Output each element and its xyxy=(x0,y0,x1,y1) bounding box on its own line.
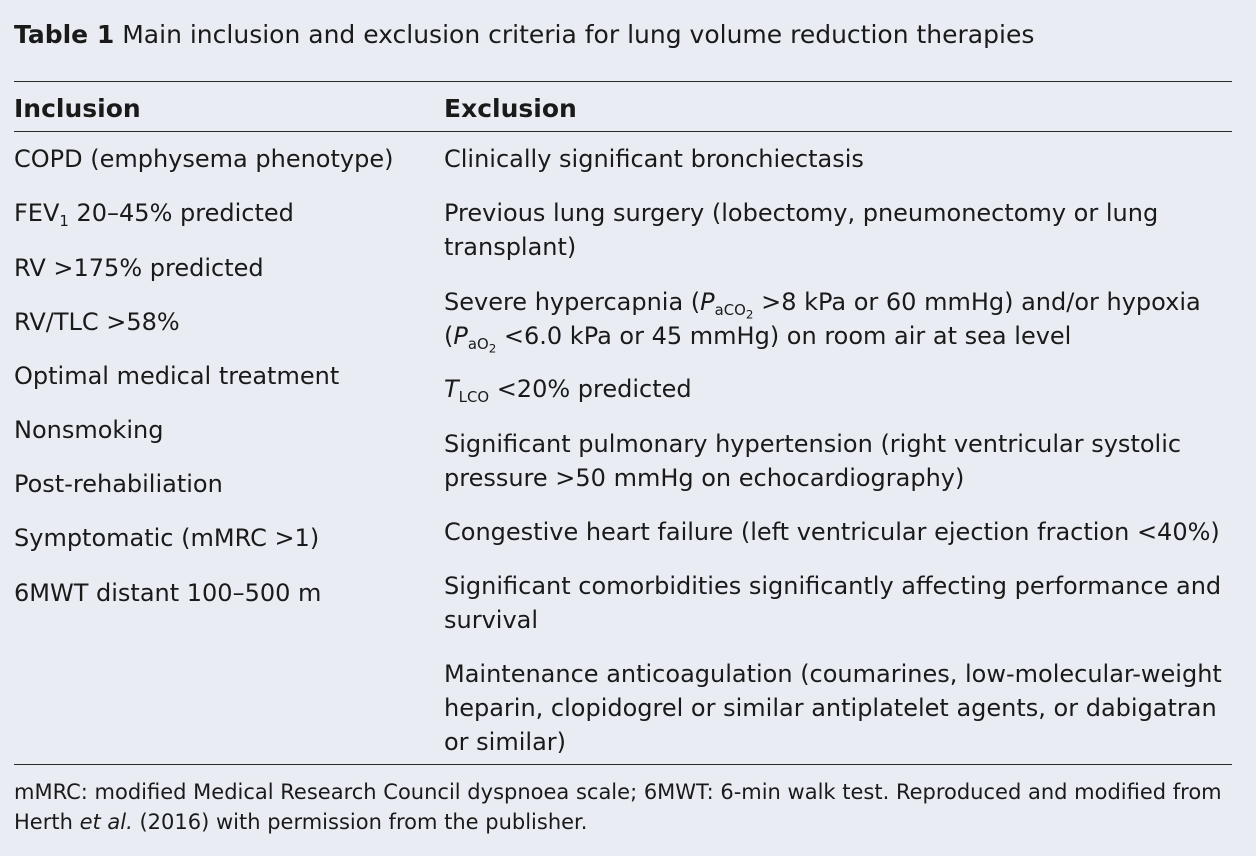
exclusion-item: $T_{LCO} <20\%$ predicted xyxy=(444,375,692,406)
inclusion-item: Post-rehabiliation xyxy=(14,470,223,498)
inclusion-item: $FEV_1$ 20–45% predicted xyxy=(14,199,294,230)
exclusion-item: Previous lung surgery (lobectomy, pneumonectomy or lung transplant) xyxy=(444,199,1159,261)
inclusion-item: 6MWT distant 100–500 m xyxy=(14,579,322,607)
inclusion-item: RV >175% predicted xyxy=(14,254,264,282)
table-label: Table 1 xyxy=(14,20,115,49)
exclusion-item: Maintenance anticoagulation (coumarines, low-molecular-weight heparin, clopidogrel or similar antiplatelet agents, or dabigatran or similar) xyxy=(444,660,1222,756)
exclusion-item: Severe hypercapnia ($P_{aCO_2} >8$ kPa or 60 mmHg) and/or hypoxia ($P_{aO_2} <6.0$ kPa or 45 mmHg) on room air at sea level xyxy=(444,288,1201,356)
inclusion-item: Optimal medical treatment xyxy=(14,362,340,390)
header-exclusion: Exclusion xyxy=(444,94,577,123)
table-title: Main inclusion and exclusion criteria for lung volume reduction therapies xyxy=(122,20,1035,49)
table-caption xyxy=(14,18,1034,52)
table-footnote: mMRC: modified Medical Research Council dyspnoea scale; 6MWT: 6-min walk test. Reproduced and modified from Herth et al. (2016) with permission from the publisher. xyxy=(14,780,1222,834)
header-rule xyxy=(14,131,1232,132)
inclusion-item: RV/TLC >58% xyxy=(14,308,180,336)
inclusion-item: Symptomatic (mMRC >1) xyxy=(14,524,320,552)
inclusion-item: Nonsmoking xyxy=(14,416,164,444)
exclusion-item: Significant comorbidities significantly affecting performance and survival xyxy=(444,572,1222,634)
exclusion-item: Congestive heart failure (left ventricular ejection fraction <40%) xyxy=(444,518,1220,546)
top-rule xyxy=(14,81,1232,82)
bottom-rule xyxy=(14,764,1232,765)
exclusion-item: Clinically significant bronchiectasis xyxy=(444,145,864,173)
header-inclusion: Inclusion xyxy=(14,94,141,123)
exclusion-item: Significant pulmonary hypertension (right ventricular systolic pressure >50 mmHg on echocardiography) xyxy=(444,430,1182,492)
inclusion-item: COPD (emphysema phenotype) xyxy=(14,145,394,173)
